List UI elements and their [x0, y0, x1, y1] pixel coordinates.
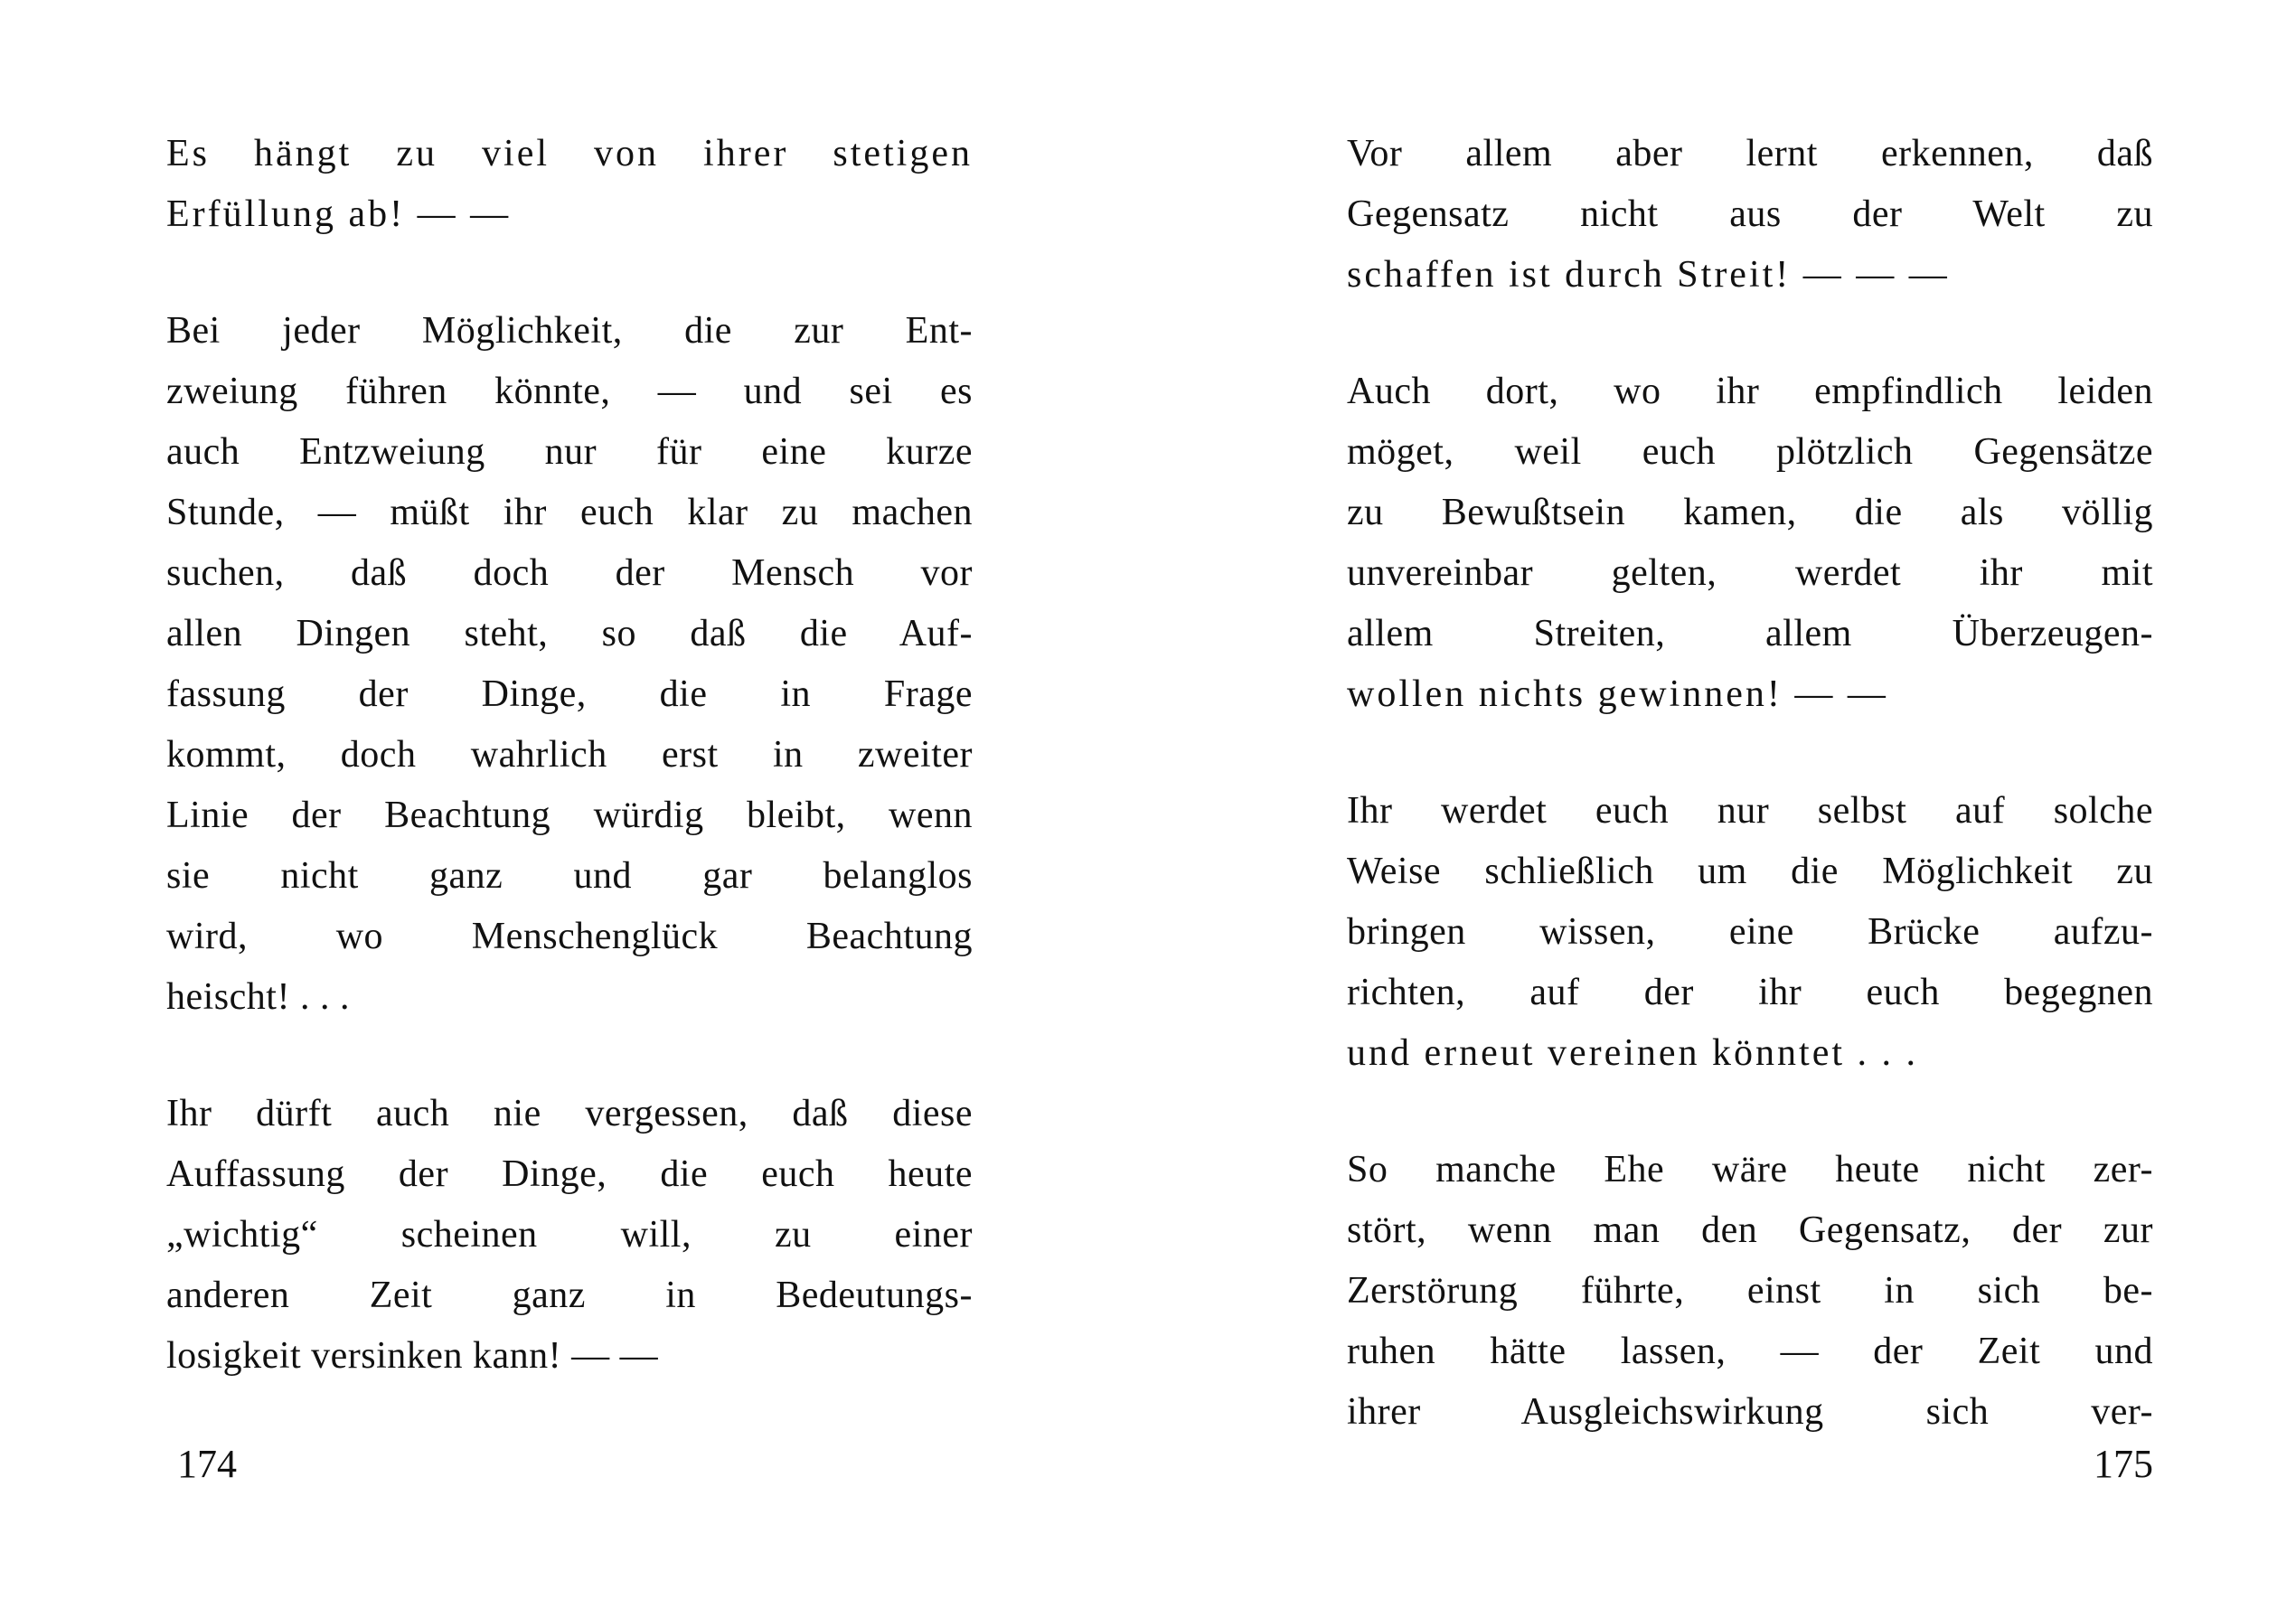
paragraph [1347, 362, 2153, 725]
text-line: bringen wissen, eine Brücke aufzu- [1347, 911, 2153, 953]
text-line: zu Bewußtsein kamen, die als völlig [1347, 492, 2153, 533]
text-line: „wichtig“ scheinen will, zu einer [166, 1214, 973, 1256]
text-line: möget, weil euch plötzlich Gegensätze [1347, 431, 2153, 473]
right-page [1148, 0, 2296, 1609]
right-page-text [1347, 124, 2153, 1499]
text-line: Ihr werdet euch nur selbst auf solche [1347, 790, 2153, 832]
text-line: anderen Zeit ganz in Bedeutungs- [166, 1275, 973, 1316]
text-line: losigkeit versinken kann! — — [166, 1335, 659, 1377]
text-line: Auffassung der Dinge, die euch heute [166, 1153, 973, 1195]
text-line: suchen, daß doch der Mensch vor [166, 552, 973, 594]
text-line: Zerstörung führte, einst in sich be- [1347, 1270, 2153, 1312]
text-line: stört, wenn man den Gegensatz, der zur [1347, 1209, 2153, 1251]
left-page-text [166, 124, 973, 1443]
text-line: Vor allem aber lernt erkennen, daß [1347, 133, 2153, 174]
paragraph [1347, 1140, 2153, 1443]
paragraph [166, 1084, 973, 1387]
text-line: allen Dingen steht, so daß die Auf- [166, 613, 973, 654]
text-line: schaffen ist durch Streit! — — — [1347, 254, 1950, 296]
text-line: So manche Ehe wäre heute nicht zer- [1347, 1149, 2153, 1190]
page-number: 174 [177, 1442, 237, 1486]
text-line: und erneut vereinen könntet . . . [1347, 1032, 1918, 1074]
text-line: wollen nichts gewinnen! — — [1347, 673, 1888, 715]
text-line: kommt, doch wahrlich erst in zweiter [166, 734, 973, 776]
text-line: Bei jeder Möglichkeit, die zur Ent- [166, 310, 973, 352]
paragraph [1347, 124, 2153, 306]
text-line: ruhen hätte lassen, — der Zeit und [1347, 1331, 2153, 1372]
text-line: unvereinbar gelten, werdet ihr mit [1347, 552, 2153, 594]
text-line: richten, auf der ihr euch begegnen [1347, 972, 2153, 1013]
text-line: fassung der Dinge, die in Frage [166, 673, 973, 715]
text-line: Weise schließlich um die Möglichkeit zu [1347, 851, 2153, 892]
text-line: sie nicht ganz und gar belanglos [166, 855, 973, 897]
text-line: Linie der Beachtung würdig bleibt, wenn [166, 795, 973, 836]
text-line: Auch dort, wo ihr empfindlich leiden [1347, 371, 2153, 412]
text-line: heischt! . . . [166, 976, 350, 1018]
text-line: Es hängt zu viel von ihrer stetigen [166, 133, 973, 174]
text-line: Ihr dürft auch nie vergessen, daß diese [166, 1093, 973, 1134]
paragraph [1347, 781, 2153, 1084]
text-line: allem Streiten, allem Überzeugen- [1347, 613, 2153, 654]
text-line: Erfüllung ab! — — [166, 193, 512, 235]
text-line: zweiung führen könnte, — und sei es [166, 371, 973, 412]
text-line: wird, wo Menschenglück Beachtung [166, 916, 973, 957]
page-number: 175 [2094, 1442, 2153, 1486]
text-line: Stunde, — müßt ihr euch klar zu machen [166, 492, 973, 533]
text-line: auch Entzweiung nur für eine kurze [166, 431, 973, 473]
paragraph [166, 301, 973, 1028]
paragraph [166, 124, 973, 245]
text-line: ihrer Ausgleichswirkung sich ver- [1347, 1391, 2153, 1433]
text-line: Gegensatz nicht aus der Welt zu [1347, 193, 2153, 235]
